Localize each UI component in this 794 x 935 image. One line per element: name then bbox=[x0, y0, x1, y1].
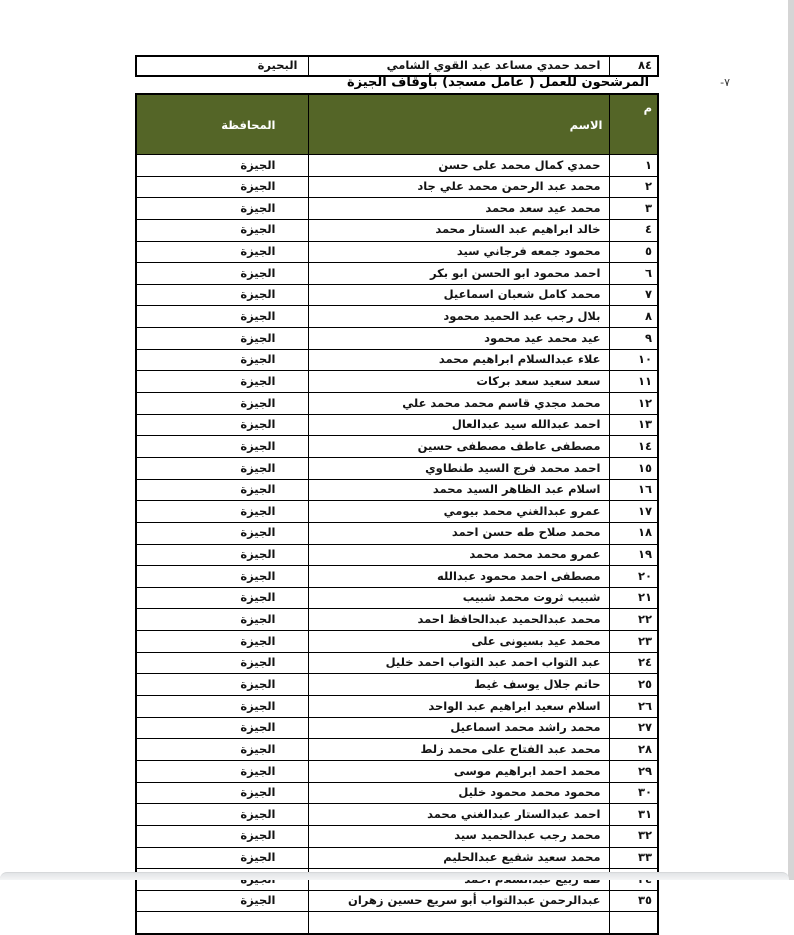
table-row bbox=[136, 306, 658, 328]
name-cell: محمد راشد محمد اسماعيل bbox=[308, 717, 609, 739]
row-number-cell: ١٧ bbox=[609, 501, 658, 523]
governorate-cell bbox=[136, 912, 308, 934]
name-cell: محمد سعيد شفيع عبدالحليم bbox=[308, 847, 609, 869]
row-number-cell: ٢٧ bbox=[609, 717, 658, 739]
row-number-cell: ٥ bbox=[609, 241, 658, 263]
row-number-cell: ٨٤ bbox=[609, 56, 658, 76]
governorate-cell: الجيزة bbox=[136, 890, 308, 912]
row-number-cell: ١٨ bbox=[609, 522, 658, 544]
governorate-cell: الجيزة bbox=[136, 176, 308, 198]
row-number-cell: ٢٥ bbox=[609, 674, 658, 696]
row-number-cell: ٩ bbox=[609, 328, 658, 350]
row-number-cell: ٤ bbox=[609, 219, 658, 241]
row-number-cell: ١ bbox=[609, 155, 658, 177]
row-number-cell: ١٦ bbox=[609, 479, 658, 501]
governorate-cell: الجيزة bbox=[136, 652, 308, 674]
governorate-cell: الجيزة bbox=[136, 436, 308, 458]
name-cell: اسلام سعيد ابراهيم عبد الواحد bbox=[308, 696, 609, 718]
row-number-cell: ٢٢ bbox=[609, 609, 658, 631]
governorate-cell: الجيزة bbox=[136, 349, 308, 371]
name-cell: محمد عبدالحميد عبدالحافظ احمد bbox=[308, 609, 609, 631]
section-number: ٧- bbox=[720, 76, 730, 89]
name-cell: مصطفى احمد محمود عبدالله bbox=[308, 566, 609, 588]
row-number-cell: ٢٠ bbox=[609, 566, 658, 588]
name-cell: احمد عبدالله سيد عبدالعال bbox=[308, 414, 609, 436]
table-row bbox=[136, 219, 658, 241]
row-number-cell: ١١ bbox=[609, 371, 658, 393]
name-cell: عمرو محمد محمد محمد bbox=[308, 544, 609, 566]
name-cell: احمد محمود ابو الحسن ابو بكر bbox=[308, 263, 609, 285]
table-row-partial bbox=[136, 912, 658, 934]
governorate-cell: البحيرة bbox=[136, 56, 308, 76]
row-number-cell: ٣٠ bbox=[609, 782, 658, 804]
name-cell: مصطفى عاطف مصطفى حسين bbox=[308, 436, 609, 458]
table-row bbox=[136, 890, 658, 912]
name-cell: محمد عيد بسيونى على bbox=[308, 631, 609, 653]
governorate-cell: الجيزة bbox=[136, 393, 308, 415]
governorate-cell: الجيزة bbox=[136, 847, 308, 869]
table-row bbox=[136, 349, 658, 371]
header-name: الاسم bbox=[308, 94, 609, 155]
name-cell: عبد التواب احمد عبد التواب احمد خليل bbox=[308, 652, 609, 674]
name-cell: عمرو عبدالغني محمد بيومي bbox=[308, 501, 609, 523]
row-number-cell: ٧ bbox=[609, 284, 658, 306]
name-cell: حاتم جلال يوسف غيط bbox=[308, 674, 609, 696]
governorate-cell: الجيزة bbox=[136, 479, 308, 501]
table-row bbox=[136, 566, 658, 588]
governorate-cell: الجيزة bbox=[136, 306, 308, 328]
governorate-cell: الجيزة bbox=[136, 414, 308, 436]
governorate-cell: الجيزة bbox=[136, 371, 308, 393]
table-row bbox=[136, 696, 658, 718]
table-row bbox=[136, 436, 658, 458]
name-cell: محمد عبد الفتاح على محمد زلط bbox=[308, 739, 609, 761]
table-row bbox=[136, 522, 658, 544]
name-cell: احمد عبدالستار عبدالغني محمد bbox=[308, 804, 609, 826]
name-cell bbox=[308, 912, 609, 934]
row-number-cell: ٣٣ bbox=[609, 847, 658, 869]
table-row bbox=[136, 847, 658, 869]
table-body bbox=[136, 155, 658, 935]
governorate-cell: الجيزة bbox=[136, 328, 308, 350]
table-row bbox=[136, 804, 658, 826]
governorate-cell: الجيزة bbox=[136, 674, 308, 696]
table-row bbox=[136, 652, 658, 674]
row-number-cell: ٨ bbox=[609, 306, 658, 328]
row-number-cell: ٣١ bbox=[609, 804, 658, 826]
governorate-cell: الجيزة bbox=[136, 804, 308, 826]
row-number-cell: ٣٢ bbox=[609, 825, 658, 847]
row-number-cell: ٢٨ bbox=[609, 739, 658, 761]
name-cell: احمد حمدي مساعد عبد القوي الشامي bbox=[308, 56, 609, 76]
name-cell: عبدالرحمن عبدالتواب أبو سريع حسين زهران bbox=[308, 890, 609, 912]
row-number-cell: ٢ bbox=[609, 176, 658, 198]
table-row bbox=[136, 328, 658, 350]
table-row bbox=[136, 155, 658, 177]
table-row bbox=[136, 825, 658, 847]
row-number-cell: ١٩ bbox=[609, 544, 658, 566]
table-row bbox=[136, 782, 658, 804]
governorate-cell: الجيزة bbox=[136, 825, 308, 847]
governorate-cell: الجيزة bbox=[136, 501, 308, 523]
governorate-cell: الجيزة bbox=[136, 739, 308, 761]
name-cell: اسلام عبد الظاهر السيد محمد bbox=[308, 479, 609, 501]
governorate-cell: الجيزة bbox=[136, 284, 308, 306]
table-row bbox=[136, 587, 658, 609]
name-cell: بلال رجب عبد الحميد محمود bbox=[308, 306, 609, 328]
name-cell: احمد محمد فرج السيد طنطاوي bbox=[308, 457, 609, 479]
table-row bbox=[136, 544, 658, 566]
name-cell: محمد احمد ابراهيم موسى bbox=[308, 760, 609, 782]
row-number-cell: ١٠ bbox=[609, 349, 658, 371]
name-cell: محمد رجب عبدالحميد سيد bbox=[308, 825, 609, 847]
table-row bbox=[136, 371, 658, 393]
table-row bbox=[136, 760, 658, 782]
name-cell: علاء عبدالسلام ابراهيم محمد bbox=[308, 349, 609, 371]
name-cell: شبيب ثروت محمد شبيب bbox=[308, 587, 609, 609]
table-row bbox=[136, 501, 658, 523]
candidates-table bbox=[135, 93, 659, 935]
table-row bbox=[136, 739, 658, 761]
governorate-cell: الجيزة bbox=[136, 760, 308, 782]
section-heading-row bbox=[135, 73, 730, 92]
governorate-cell: الجيزة bbox=[136, 609, 308, 631]
table-row bbox=[136, 717, 658, 739]
table-row bbox=[136, 631, 658, 653]
row-number-cell: ١٢ bbox=[609, 393, 658, 415]
name-cell: خالد ابراهيم عبد الستار محمد bbox=[308, 219, 609, 241]
table-row bbox=[136, 284, 658, 306]
governorate-cell: الجيزة bbox=[136, 263, 308, 285]
name-cell: محمد مجدي قاسم محمد محمد علي bbox=[308, 393, 609, 415]
governorate-cell: الجيزة bbox=[136, 457, 308, 479]
name-cell: عيد محمد عيد محمود bbox=[308, 328, 609, 350]
governorate-cell: الجيزة bbox=[136, 544, 308, 566]
name-cell: سعد سعيد سعد بركات bbox=[308, 371, 609, 393]
header-number: م bbox=[609, 94, 658, 155]
header-governorate: المحافظة bbox=[136, 94, 308, 155]
row-number-cell: ٢٣ bbox=[609, 631, 658, 653]
governorate-cell: الجيزة bbox=[136, 717, 308, 739]
name-cell: محمود جمعه فرجاني سيد bbox=[308, 241, 609, 263]
row-number-cell bbox=[609, 912, 658, 934]
governorate-cell: الجيزة bbox=[136, 566, 308, 588]
governorate-cell: الجيزة bbox=[136, 696, 308, 718]
table-row bbox=[136, 198, 658, 220]
row-number-cell: ٢٤ bbox=[609, 652, 658, 674]
table-row bbox=[136, 176, 658, 198]
table-row bbox=[136, 609, 658, 631]
governorate-cell: الجيزة bbox=[136, 587, 308, 609]
governorate-cell: الجيزة bbox=[136, 241, 308, 263]
page-edge bbox=[788, 0, 794, 880]
governorate-cell: الجيزة bbox=[136, 782, 308, 804]
name-cell: محمد كامل شعبان اسماعيل bbox=[308, 284, 609, 306]
table-row bbox=[136, 457, 658, 479]
row-number-cell: ٣٥ bbox=[609, 890, 658, 912]
name-cell: محمود محمد محمود خليل bbox=[308, 782, 609, 804]
table-row bbox=[136, 674, 658, 696]
table-row bbox=[136, 414, 658, 436]
row-number-cell: ١٣ bbox=[609, 414, 658, 436]
row-number-cell: ٦ bbox=[609, 263, 658, 285]
row-number-cell: ٢٩ bbox=[609, 760, 658, 782]
governorate-cell: الجيزة bbox=[136, 155, 308, 177]
table-row bbox=[136, 263, 658, 285]
name-cell: محمد صلاح طه حسن احمد bbox=[308, 522, 609, 544]
row-number-cell: ٢١ bbox=[609, 587, 658, 609]
name-cell: محمد عيد سعد محمد bbox=[308, 198, 609, 220]
name-cell: محمد عبد الرحمن محمد علي جاد bbox=[308, 176, 609, 198]
table-row bbox=[136, 479, 658, 501]
horizontal-scrollbar[interactable] bbox=[0, 872, 789, 880]
row-number-cell: ١٤ bbox=[609, 436, 658, 458]
row-number-cell: ١٥ bbox=[609, 457, 658, 479]
row-number-cell: ٢٦ bbox=[609, 696, 658, 718]
governorate-cell: الجيزة bbox=[136, 631, 308, 653]
table-header-row bbox=[136, 94, 658, 155]
section-title: المرشحون للعمل ( عامل مسجد) بأوقاف الجيزة bbox=[346, 75, 650, 90]
governorate-cell: الجيزة bbox=[136, 219, 308, 241]
governorate-cell: الجيزة bbox=[136, 198, 308, 220]
row-number-cell: ٣ bbox=[609, 198, 658, 220]
governorate-cell: الجيزة bbox=[136, 522, 308, 544]
name-cell: حمدي كمال محمد على حسن bbox=[308, 155, 609, 177]
table-row bbox=[136, 241, 658, 263]
table-row bbox=[136, 393, 658, 415]
